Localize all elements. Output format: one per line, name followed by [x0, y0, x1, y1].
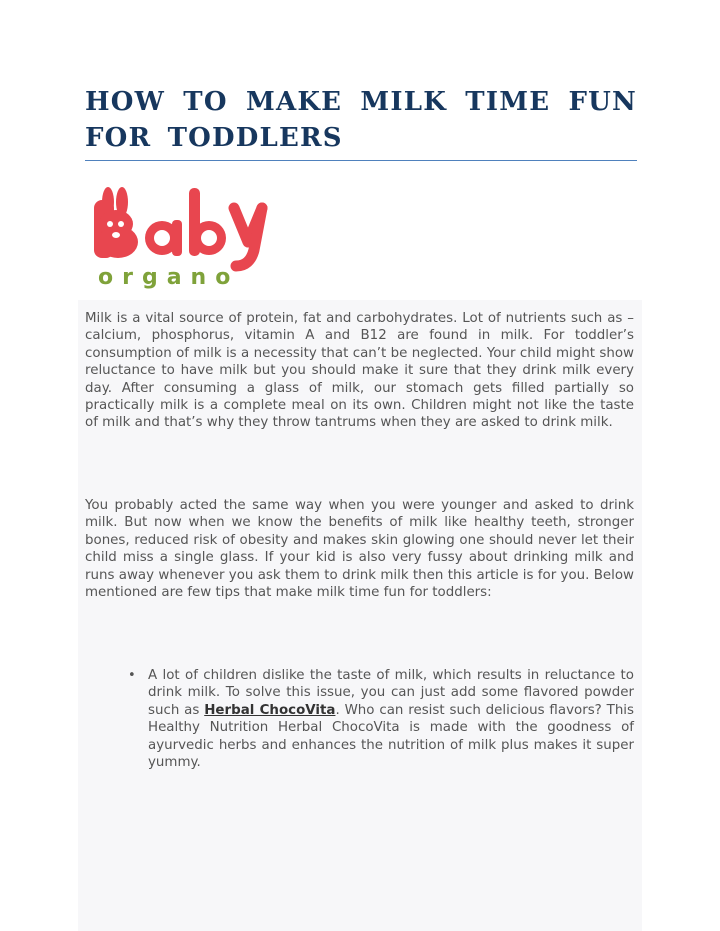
tips-list: [126, 667, 634, 771]
logo-graphic: [88, 180, 288, 292]
baby-organo-logo: [88, 180, 288, 292]
paragraph-benefits: You probably acted the same way when you were younger and asked to drink milk. But now when we know the benefits of milk like healthy teeth, stronger bones, reduced risk of obesity and makes skin glowing one should never let their child miss a single glass. If your kid is also very fussy about drinking milk and runs away whenever you ask them to drink milk then this article is for you. Below mentioned are few tips that make milk time fun for toddlers:: [85, 498, 634, 601]
logo-b-lower-bowl: [98, 226, 138, 258]
title-underline-rule: [85, 160, 637, 161]
logo-tagline: organo: [98, 265, 240, 290]
herbal-chocovita-link[interactable]: Herbal ChocoVita: [204, 702, 336, 718]
bunny-nose: [112, 232, 120, 238]
bunny-eye-left: [107, 221, 113, 227]
paragraph-intro: Milk is a vital source of protein, fat and carbohydrates. Lot of nutrients such as – calcium, phosphorus, vitamin A and B12 are found in milk. For toddler’s consumption of milk is a necessity that can’t be neglected. Your child might show reluctance to have milk but you should make it sure that they drink milk every day. After consuming a glass of milk, our stomach gets filled partially so practically milk is a complete meal on its own. Children might not like the taste of milk and that’s why they throw tantrums when they are asked to drink milk.: [85, 311, 634, 431]
list-item: [126, 667, 634, 771]
bullet-text-after-link: . Who can resist such delicious flavors? This Healthy Nutrition Herbal ChocoVita is made with the goodness of ayurvedic herbs and enhances the nutrition of milk plus makes it super yummy.: [148, 702, 635, 771]
page-title: HOW TO MAKE MILK TIME FUN FOR TODDLERS: [85, 87, 637, 153]
bullet-icon: •: [128, 668, 136, 683]
bunny-eye-right: [118, 221, 124, 227]
logo-a-stem: [172, 220, 182, 256]
bullet-text-before-link: A lot of children dislike the taste of milk, which results in reluctance to drink milk. To solve this issue, you can just add some flavored powder such as: [148, 668, 634, 718]
